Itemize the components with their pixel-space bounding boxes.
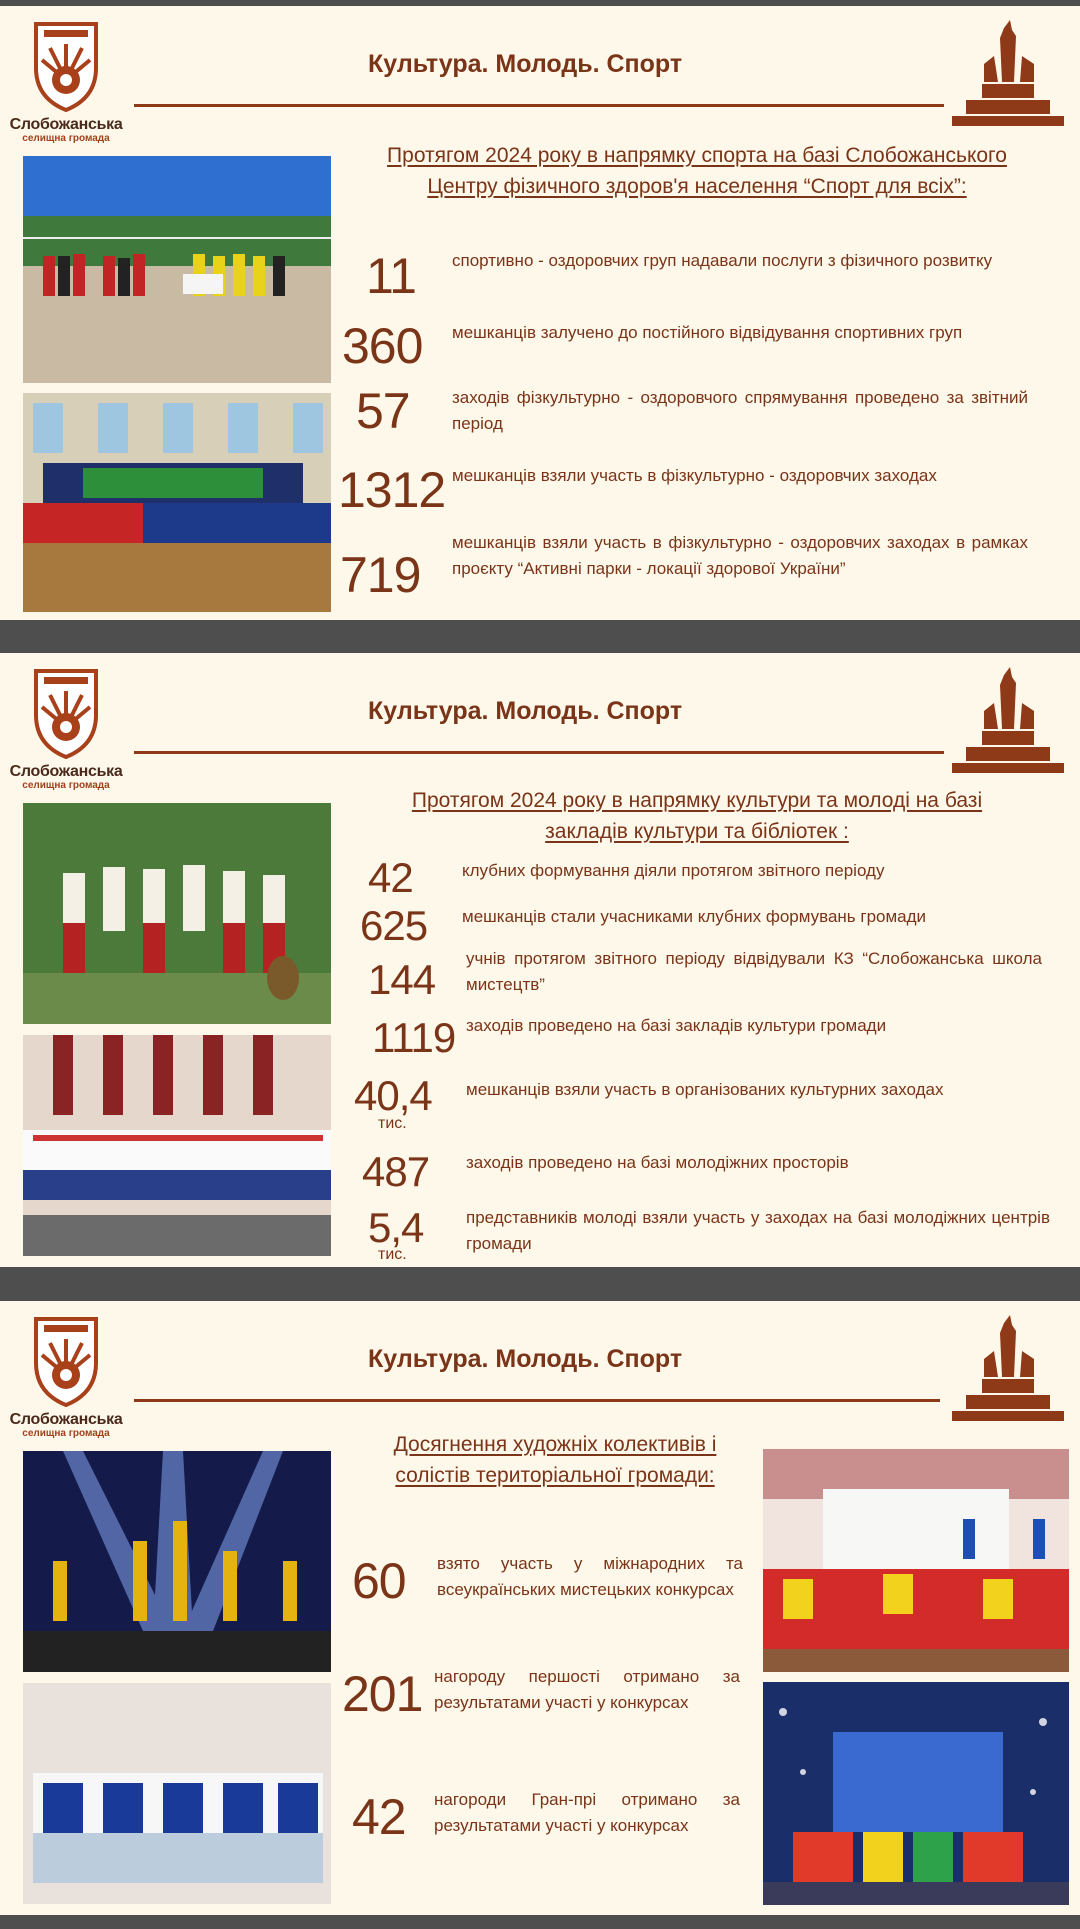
title-divider bbox=[134, 1399, 940, 1402]
page-title: Культура. Молодь. Спорт bbox=[368, 697, 683, 725]
stat-description: заходів проведено на базі закладів культури громади bbox=[466, 1016, 887, 1035]
page-title: Культура. Молодь. Спорт bbox=[368, 1345, 683, 1373]
stat-description: мешканців взяли участь в фізкультурно - оздоровчих заходах bbox=[452, 466, 937, 485]
photo-sport-team-outdoor bbox=[23, 156, 331, 383]
stat-description: заходів проведено на базі молодіжних просторів bbox=[466, 1153, 849, 1172]
title-divider bbox=[134, 751, 944, 754]
section-heading: Протягом 2024 року в напрямку культури та молоді на базі закладів культури та бібліотек : bbox=[411, 789, 983, 843]
coat-of-arms-icon bbox=[30, 665, 102, 759]
stat-value: 42 bbox=[352, 1789, 406, 1845]
community-logo bbox=[0, 18, 132, 144]
stat-value: 60 bbox=[352, 1553, 406, 1609]
stat-description: взято участь у міжнародних та всеукраїнських мистецьких конкурсах bbox=[437, 1554, 743, 1599]
brand-name: Слобожанська bbox=[9, 763, 123, 780]
page-title: Культура. Молодь. Спорт bbox=[368, 50, 683, 78]
stat-description: мешканців взяли участь в організованих культурних заходах bbox=[466, 1080, 944, 1099]
monument-icon bbox=[944, 1311, 1072, 1434]
brand-subtitle: селищна громада bbox=[22, 133, 110, 144]
brand-subtitle: селищна громада bbox=[22, 780, 110, 791]
section-heading: Протягом 2024 року в напрямку спорта на базі Слобожанського Центру фізичного здоров'я населення “Спорт для всіх”: bbox=[387, 144, 1007, 198]
photo-sport-team-gym bbox=[23, 393, 331, 612]
photo-winter-stage-group bbox=[763, 1682, 1069, 1905]
stat-value: 1312 bbox=[338, 462, 446, 518]
stat-description: клубних формування діяли протягом звітного періоду bbox=[462, 861, 885, 880]
photo-art-school-group bbox=[23, 1035, 331, 1256]
coat-of-arms-icon bbox=[30, 1313, 102, 1407]
community-logo bbox=[0, 665, 132, 791]
community-logo bbox=[0, 1313, 132, 1439]
stat-value: 201 bbox=[342, 1666, 423, 1722]
stat-description: учнів протягом звітного періоду відвідували КЗ “Слобожанська школа мистецтв” bbox=[466, 949, 1042, 994]
slide-sport bbox=[0, 6, 1080, 620]
stat-value: 144 bbox=[368, 956, 436, 1003]
stat-value: 11 bbox=[366, 248, 416, 304]
stat-description: представників молоді взяли участь у заходах на базі молодіжних центрів громади bbox=[466, 1208, 1050, 1253]
stat-description: мешканців стали учасниками клубних формувань громади bbox=[462, 907, 927, 926]
stat-value: 719 bbox=[340, 547, 421, 603]
brand-subtitle: селищна громада bbox=[22, 1428, 110, 1439]
stat-value: 360 bbox=[342, 318, 423, 374]
photo-ensemble-with-flags bbox=[23, 1683, 331, 1904]
stat-description: мешканців залучено до постійного відвідування спортивних груп bbox=[452, 323, 963, 342]
stat-description: нагороду першості отримано за результатами участі у конкурсах bbox=[434, 1667, 740, 1712]
slide-culture-youth bbox=[0, 653, 1080, 1267]
photo-concert-hall-group bbox=[763, 1449, 1069, 1672]
monument-icon bbox=[944, 16, 1072, 139]
monument-icon bbox=[944, 663, 1072, 786]
stat-value: 57 bbox=[356, 383, 410, 439]
slide-achievements bbox=[0, 1301, 1080, 1915]
stat-description: заходів фізкультурно - оздоровчого спрямування проведено за звітний період bbox=[452, 388, 1028, 433]
title-divider bbox=[134, 104, 944, 107]
stat-description: спортивно - оздоровчих груп надавали послуги з фізичного розвитку bbox=[452, 251, 993, 270]
section-heading: Досягнення художніх колективів і солістів територіальної громади: bbox=[393, 1433, 717, 1487]
stat-value: 5,4 bbox=[368, 1204, 424, 1251]
stat-description: мешканців взяли участь в фізкультурно - оздоровчих заходах в рамках проєкту “Активні парки - локації здорової України” bbox=[452, 533, 1028, 578]
stat-value: 487 bbox=[362, 1148, 430, 1195]
photo-stage-performance bbox=[23, 1451, 331, 1672]
stat-unit: тис. bbox=[378, 1246, 407, 1263]
brand-name: Слобожанська bbox=[9, 116, 123, 133]
brand-name: Слобожанська bbox=[9, 1411, 123, 1428]
coat-of-arms-icon bbox=[30, 18, 102, 112]
stat-value: 625 bbox=[360, 902, 428, 949]
stat-value: 40,4 bbox=[354, 1072, 432, 1119]
stat-value: 42 bbox=[368, 854, 413, 901]
stat-description: нагороди Гран-прі отримано за результатами участі у конкурсах bbox=[434, 1790, 740, 1835]
stat-unit: тис. bbox=[378, 1115, 407, 1132]
stat-value: 1119 bbox=[372, 1014, 456, 1061]
photo-folk-ensemble bbox=[23, 803, 331, 1024]
